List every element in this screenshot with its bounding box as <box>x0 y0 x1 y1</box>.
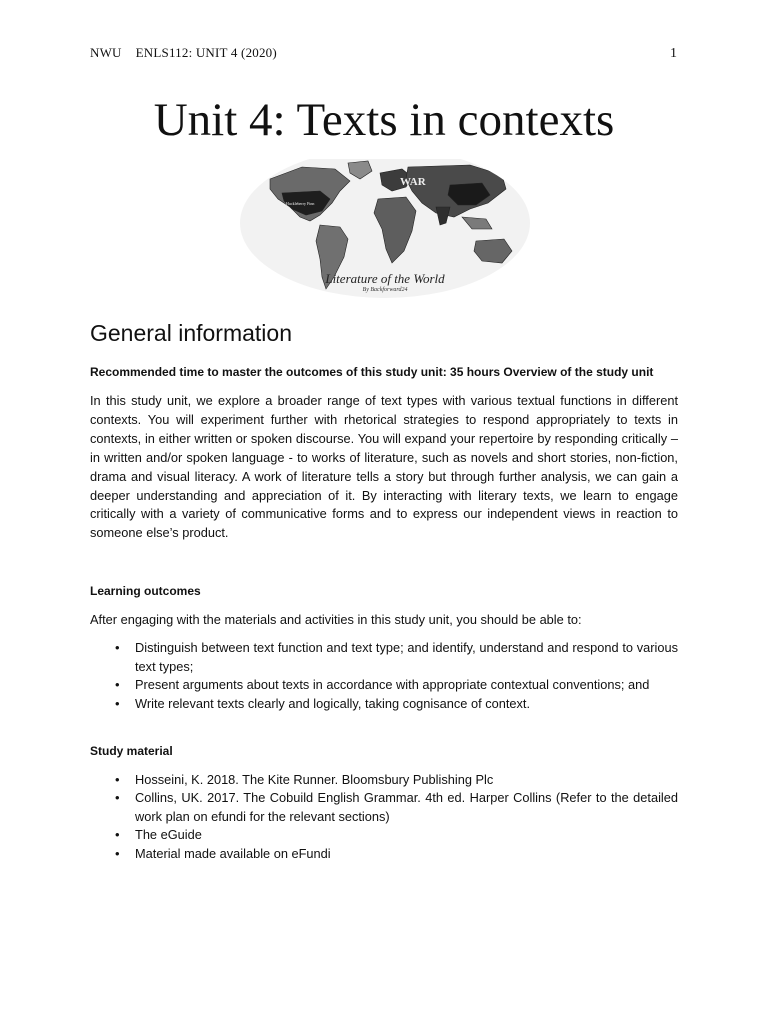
list-item: • Write relevant texts clearly and logically, taking cognisance of context. <box>135 695 678 714</box>
page-title: Unit 4: Texts in contexts <box>153 94 615 146</box>
learning-outcomes-list <box>90 639 678 713</box>
header-institution: NWU <box>90 45 122 60</box>
world-map-figure <box>240 159 530 307</box>
list-item: • The eGuide <box>135 826 678 845</box>
list-item: • Distinguish between text function and text type; and identify, understand and respond to various text types; <box>135 639 678 676</box>
study-material-heading: Study material <box>90 743 173 758</box>
list-item: • Present arguments about texts in accordance with appropriate contextual conventions; and <box>135 676 678 695</box>
overview-paragraph: In this study unit, we explore a broader range of text types with various textual functions in different contexts. You will experiment further with rhetorical strategies to respond appropriately to texts in contexts, in either written or spoken discourse. You will expand your repertoire by responding critically – in written and/or spoken language - to works of literature, such as novels and short stories, non-fiction, drama and visual literacy. A work of literature tells a story but through further analysis, we can gain a deeper understanding and appreciation of it. By interacting with literary texts, we learn to engage critically with a variety of communicative forms and to express our independent views in reaction to someone else’s product. <box>90 393 678 541</box>
study-material-list <box>90 771 678 864</box>
map-caption: Literature of the World <box>325 271 445 286</box>
list-item: • Hosseini, K. 2018. The Kite Runner. Bloomsbury Publishing Plc <box>135 771 678 790</box>
main-content <box>90 318 678 864</box>
list-item: • Collins, UK. 2017. The Cobuild English Grammar. 4th ed. Harper Collins (Refer to the detailed work plan on efundi for the relevant sections) <box>135 789 678 826</box>
map-label-huckleberry: Huckleberry Finn <box>286 201 315 206</box>
general-information-heading: General information <box>90 320 292 346</box>
map-credit: By Backforward24 <box>362 287 408 293</box>
recommended-time-note: Recommended time to master the outcomes of this study unit: 35 hours Overview of the study unit <box>90 365 654 379</box>
list-item: • Material made available on eFundi <box>135 845 678 864</box>
learning-outcomes-intro: After engaging with the materials and activities in this study unit, you should be able to: <box>90 612 582 628</box>
page-number: 1 <box>670 46 677 61</box>
learning-outcomes-heading: Learning outcomes <box>90 584 201 599</box>
running-header <box>90 45 277 61</box>
map-label-war: WAR <box>400 176 426 188</box>
header-course: ENLS112: UNIT 4 (2020) <box>135 45 277 60</box>
